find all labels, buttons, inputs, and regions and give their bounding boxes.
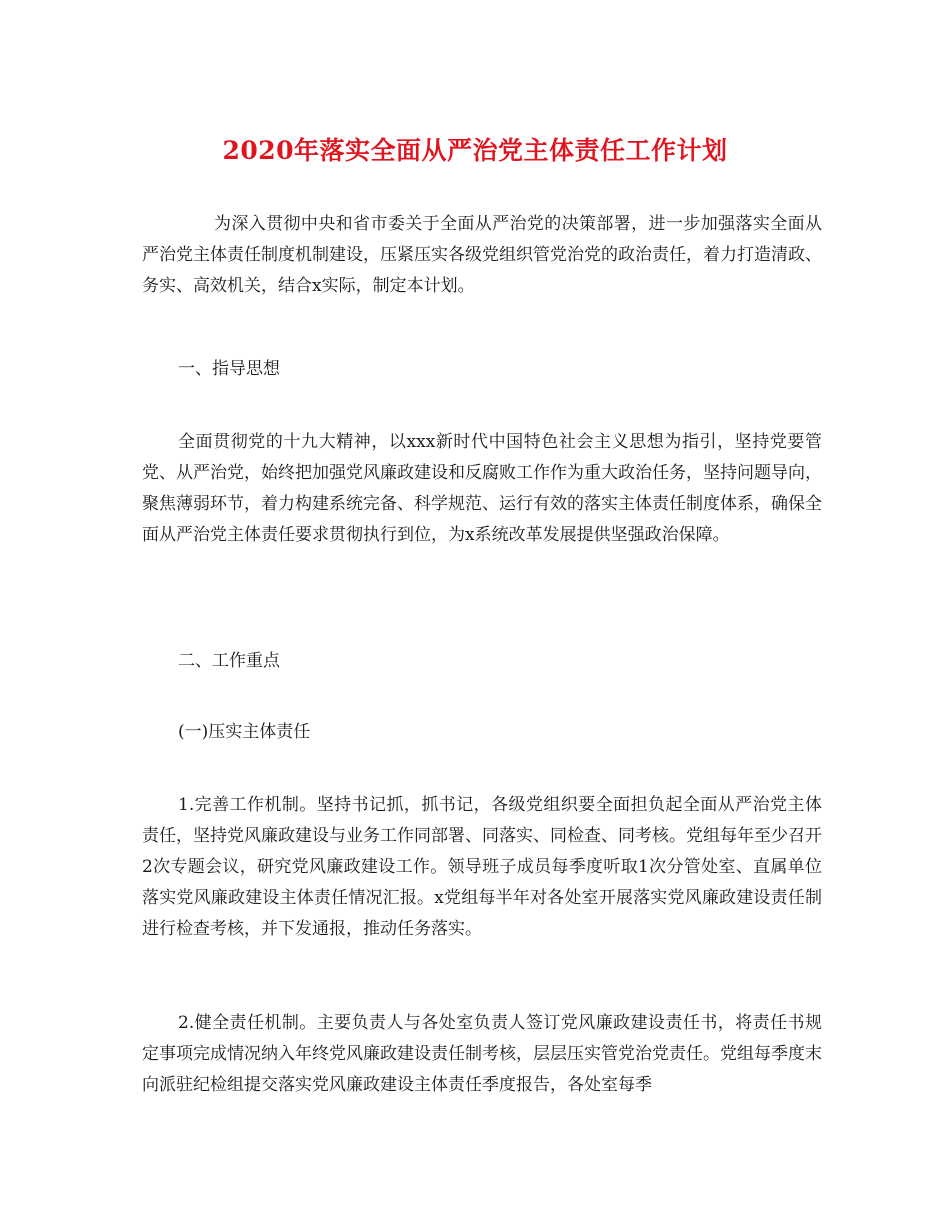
guiding-thought-paragraph: 全面贯彻党的十九大精神，以xxx新时代中国特色社会主义思想为指引，坚持党要管党、从严治党，始终把加强党风廉政建设和反腐败工作作为重大政治任务，坚持问题导向，聚焦薄弱环节，着力构建系统完备、科学规范、运行有效的落实主体责任制度体系，确保全面从严治党主体责任要求贯彻执行到位，为x系统改革发展提供坚强政治保障。 — [142, 432, 822, 545]
item-1-paragraph: 1.完善工作机制。坚持书记抓，抓书记，各级党组织要全面担负起全面从严治党主体责任，坚持党风廉政建设与业务工作同部署、同落实、同检查、同考核。党组每年至少召开2次专题会议，研究党风廉政建设工作。领导班子成员每季度听取1次分管处室、直属单位落实党风廉政建设主体责任情况汇报。x党组每半年对各处室开展落实党风廉政建设责任制进行检查考核，并下发通报，推动任务落实。 — [142, 795, 822, 939]
intro-paragraph: 为深入贯彻中央和省市委关于全面从严治党的决策部署，进一步加强落实全面从严治党主体责任制度机制建设，压紧压实各级党组织管党治党的政治责任，着力打造清政、务实、高效机关，结合x实际，制定本计划。 — [142, 214, 822, 296]
section-heading-work-focus: 二、工作重点 — [178, 651, 280, 671]
subsection-heading-main-responsibility: (一)压实主体责任 — [178, 722, 311, 742]
section-heading-guiding-thought: 一、指导思想 — [178, 359, 280, 379]
item-2-paragraph: 2.健全责任机制。主要负责人与各处室负责人签订党风廉政建设责任书，将责任书规定事项完成情况纳入年终党风廉政建设责任制考核，层层压实管党治党责任。党组每季度末向派驻纪检组提交落实党风廉政建设主体责任季度报告，各处室每季 — [142, 1013, 822, 1095]
document-title: 2020年落实全面从严治党主体责任工作计划 — [222, 136, 728, 165]
